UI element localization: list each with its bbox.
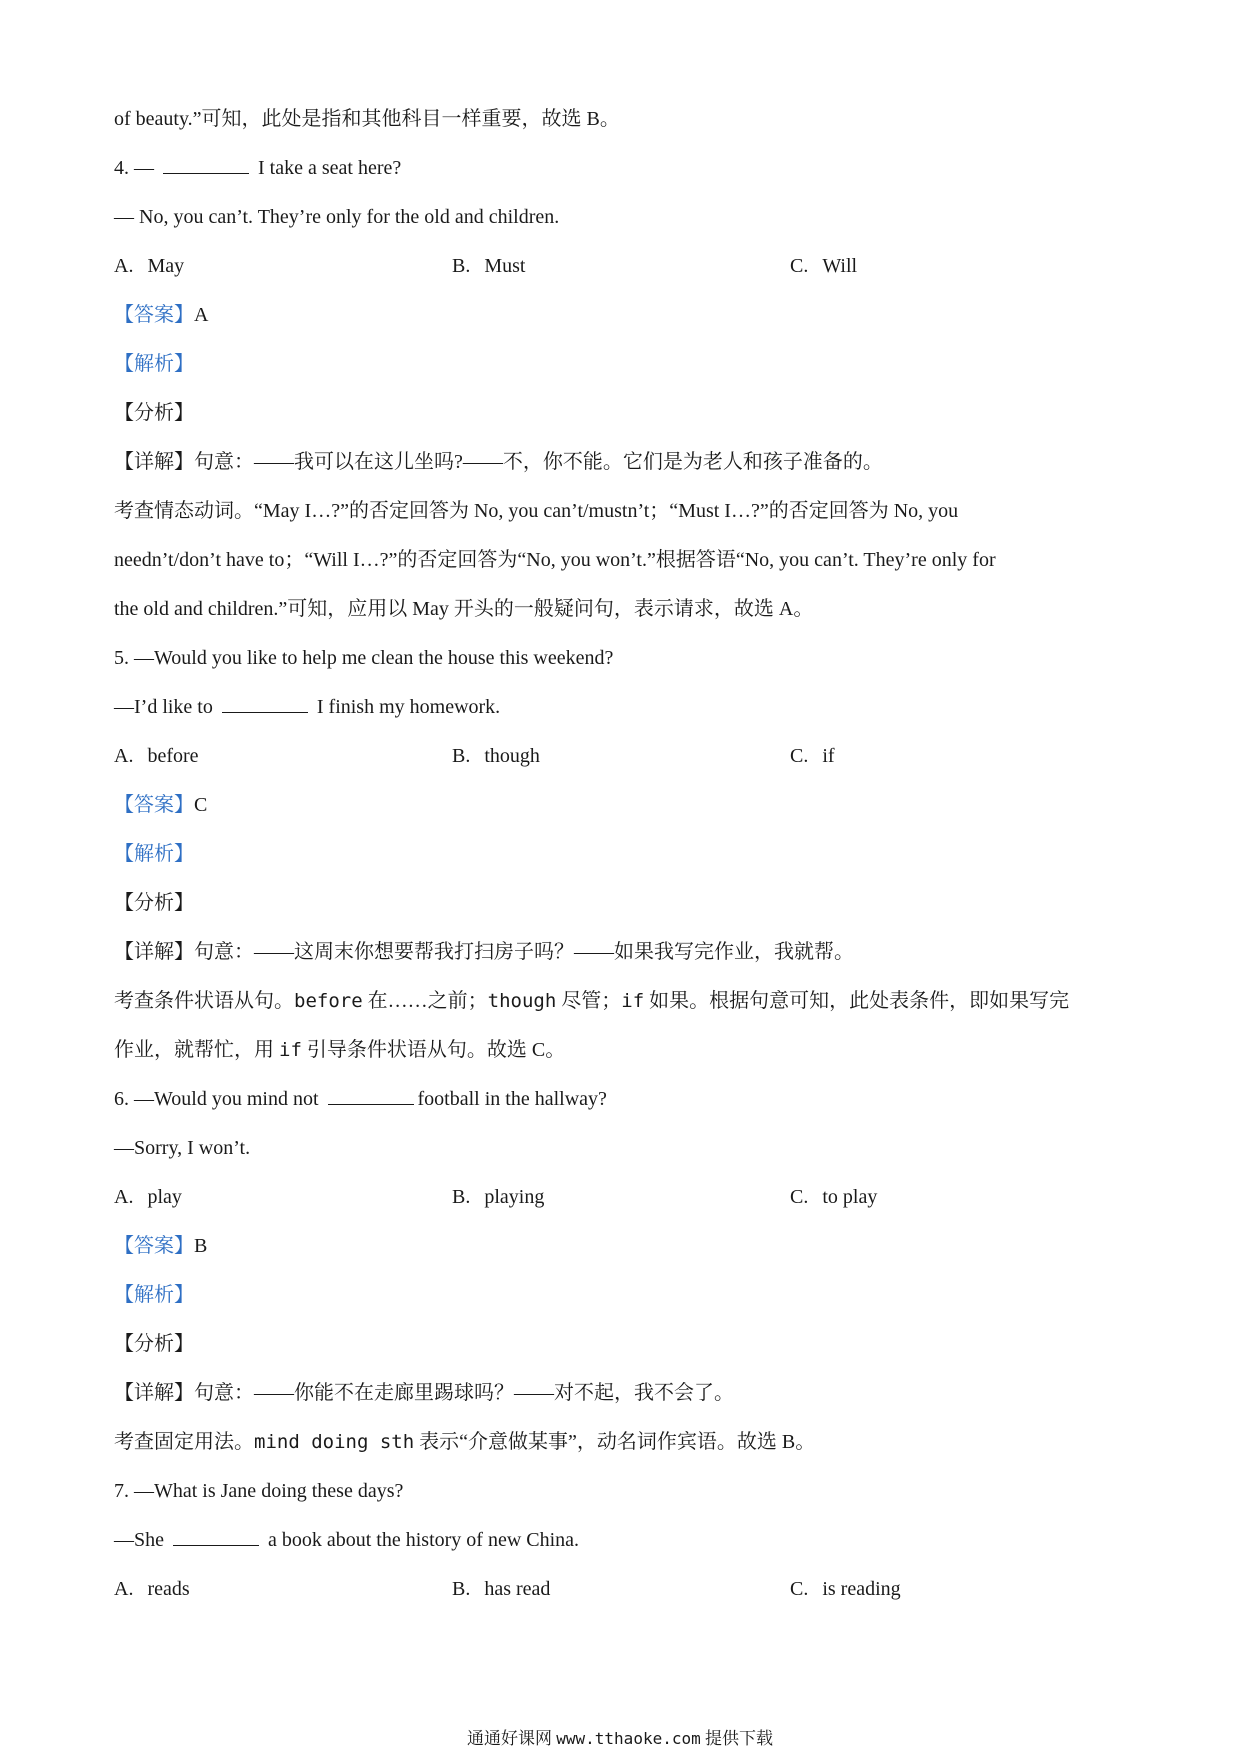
option-c: C. to play (790, 1186, 878, 1208)
question-5-answer (114, 792, 207, 818)
answer-tag: 【答案】 (114, 1235, 194, 1257)
answer-value: A (194, 304, 209, 326)
answer-blank (328, 1086, 414, 1105)
prompt-post: football in the hallway? (417, 1088, 607, 1110)
answer-tag: 【答案】 (114, 794, 194, 816)
question-4-explain-1: 考查情态动词。“May I…?”的否定回答为 No, you can’t/mustn’t；“Must I…?”的否定回答为 No, you (114, 500, 959, 522)
option-b: B. Must (452, 255, 526, 277)
question-4-detail (114, 449, 883, 475)
detail-text: 句意：——这周末你想要帮我打扫房子吗？——如果我写完作业，我就帮。 (194, 941, 854, 963)
intro-tail: of beauty.”可知，此处是指和其他科目一样重要，故选 B。 (114, 108, 620, 130)
footer-site-name: 通通好课网 (467, 1729, 552, 1748)
question-5-reply (114, 694, 500, 720)
option-a: A. reads (114, 1578, 190, 1600)
reply-post: a book about the history of new China. (263, 1529, 580, 1551)
question-6-answer (114, 1233, 207, 1259)
prompt-post: I take a seat here? (253, 157, 402, 179)
question-4-explain-3: the old and children.”可知，应用以 May 开头的一般疑问句，表示请求，故选 A。 (114, 598, 814, 620)
analysis-tag: 【解析】 (114, 353, 194, 375)
answer-blank (222, 694, 308, 713)
option-c: C. Will (790, 255, 858, 277)
option-c: C. if (790, 745, 835, 767)
footer-suffix: 提供下载 (705, 1729, 773, 1748)
option-a: A. May (114, 255, 185, 277)
page-footer (0, 1728, 1240, 1750)
question-4-answer (114, 302, 208, 328)
prompt-text: —Would you like to help me clean the house this weekend? (134, 647, 614, 669)
option-b: B. playing (452, 1186, 545, 1208)
question-6-explain-1: 考查固定用法。mind doing sth 表示“介意做某事”，动名词作宾语。故选 B。 (114, 1431, 816, 1453)
option-b: B. has read (452, 1578, 551, 1600)
footer-url[interactable]: www.tthaoke.com (556, 1729, 701, 1748)
analysis-tag: 【解析】 (114, 843, 194, 865)
prompt-pre: —Would you mind not (134, 1088, 324, 1110)
question-5-detail (114, 939, 854, 965)
question-4-reply: — No, you can’t. They’re only for the old and children. (114, 206, 560, 228)
question-4-prompt (114, 155, 401, 181)
option-a: A. play (114, 1186, 182, 1208)
prompt-text: —What is Jane doing these days? (134, 1480, 404, 1502)
reply-pre: —I’d like to (114, 696, 218, 718)
question-number: 4. (114, 157, 129, 179)
question-4-explain-2: needn’t/don’t have to；“Will I…?”的否定回答为“No, you won’t.”根据答语“No, you can’t. They’re only for (114, 549, 996, 571)
detail-tag: 【详解】 (114, 451, 194, 473)
detail-text: 句意：——我可以在这儿坐吗?——不，你不能。它们是为老人和孩子准备的。 (194, 451, 883, 473)
detail-text: 句意：——你能不在走廊里踢球吗？——对不起，我不会了。 (194, 1382, 734, 1404)
question-number: 7. (114, 1480, 129, 1502)
fenxi-tag: 【分析】 (114, 402, 194, 424)
question-5-explain-2: 作业，就帮忙，用 if 引导条件状语从句。故选 C。 (114, 1039, 566, 1061)
option-c: C. is reading (790, 1578, 901, 1600)
reply-post: I finish my homework. (311, 696, 501, 718)
question-7-prompt (114, 1478, 403, 1504)
detail-tag: 【详解】 (114, 941, 194, 963)
prompt-pre: — (134, 157, 159, 179)
answer-value: B (194, 1235, 208, 1257)
fenxi-tag: 【分析】 (114, 1333, 194, 1355)
analysis-tag: 【解析】 (114, 1284, 194, 1306)
question-6-detail (114, 1380, 734, 1406)
option-b: B. though (452, 745, 540, 767)
answer-tag: 【答案】 (114, 304, 194, 326)
question-6-reply: —Sorry, I won’t. (114, 1137, 251, 1159)
answer-blank (173, 1527, 259, 1546)
detail-tag: 【详解】 (114, 1382, 194, 1404)
question-7-reply (114, 1527, 579, 1553)
answer-value: C (194, 794, 208, 816)
fenxi-tag: 【分析】 (114, 892, 194, 914)
question-5-explain-1: 考查条件状语从句。before 在……之前；though 尽管；if 如果。根据句意可知，此处表条件，即如果写完 (114, 990, 1070, 1012)
answer-blank (163, 155, 249, 174)
question-6-prompt (114, 1086, 607, 1112)
reply-pre: —She (114, 1529, 169, 1551)
question-5-prompt (114, 645, 613, 671)
option-a: A. before (114, 745, 199, 767)
question-number: 5. (114, 647, 129, 669)
question-number: 6. (114, 1088, 129, 1110)
